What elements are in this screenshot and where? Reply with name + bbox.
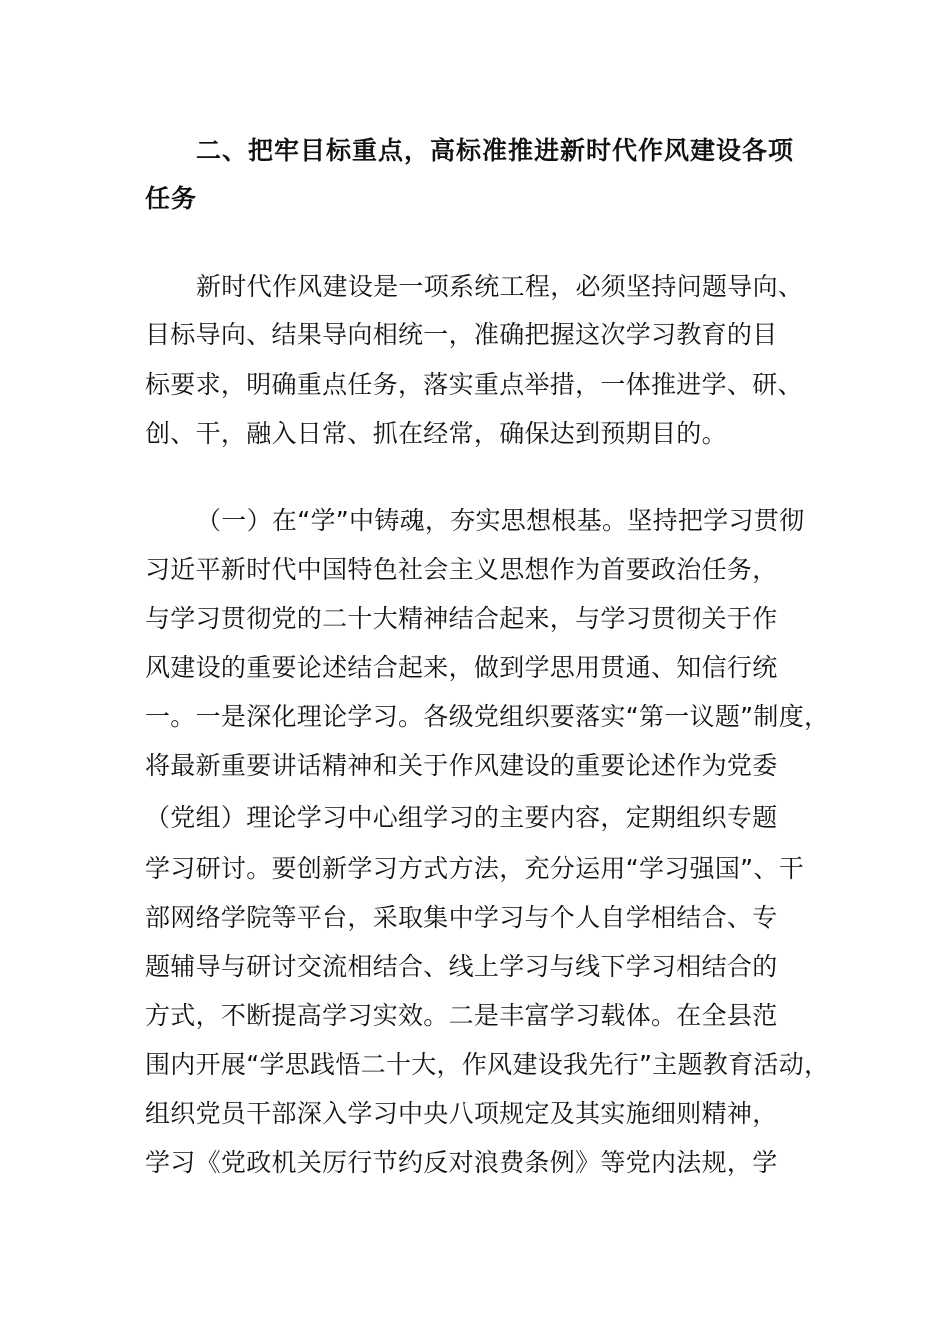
paragraph-2-line-14: 学习《党政机关厉行节约反对浪费条例》等党内法规，学	[145, 1148, 778, 1177]
section-heading-line-2: 任务	[145, 184, 198, 213]
paragraph-2-line-1: （一）在“学”中铸魂，夯实思想根基。坚持把学习贯彻	[196, 506, 805, 535]
paragraph-1-line-4: 创、干，融入日常、抓在经常，确保达到预期目的。	[145, 419, 727, 448]
paragraph-2-line-11: 方式，不断提高学习实效。二是丰富学习载体。在全县范	[145, 1001, 778, 1030]
paragraph-2-line-4: 风建设的重要论述结合起来，做到学思用贯通、知信行统	[145, 653, 778, 682]
paragraph-2-line-8: 学习研讨。要创新学习方式方法，充分运用“学习强国”、干	[145, 854, 805, 883]
section-heading-line-1: 二、把牢目标重点，高标准推进新时代作风建设各项	[196, 136, 795, 165]
paragraph-1-line-1: 新时代作风建设是一项系统工程，必须坚持问题导向、	[196, 272, 804, 301]
paragraph-2-line-3: 与学习贯彻党的二十大精神结合起来，与学习贯彻关于作	[145, 604, 778, 633]
paragraph-2-line-9: 部网络学院等平台，采取集中学习与个人自学相结合、专	[145, 903, 778, 932]
paragraph-2-line-2: 习近平新时代中国特色社会主义思想作为首要政治任务，	[145, 555, 778, 584]
paragraph-2-line-12: 围内开展“学思践悟二十大，作风建设我先行”主题教育活动，	[145, 1050, 830, 1079]
paragraph-2-line-7: （党组）理论学习中心组学习的主要内容，定期组织专题	[145, 803, 778, 832]
paragraph-2-line-10: 题辅导与研讨交流相结合、线上学习与线下学习相结合的	[145, 952, 778, 981]
paragraph-2-line-13: 组织党员干部深入学习中央八项规定及其实施细则精神，	[145, 1099, 778, 1128]
paragraph-1-line-2: 目标导向、结果导向相统一，准确把握这次学习教育的目	[145, 320, 778, 349]
paragraph-2-line-6: 将最新重要讲话精神和关于作风建设的重要论述作为党委	[145, 751, 778, 780]
paragraph-2-line-5: 一。一是深化理论学习。各级党组织要落实“第一议题”制度，	[145, 702, 830, 731]
paragraph-1-line-3: 标要求，明确重点任务，落实重点举措，一体推进学、研、	[145, 370, 803, 399]
